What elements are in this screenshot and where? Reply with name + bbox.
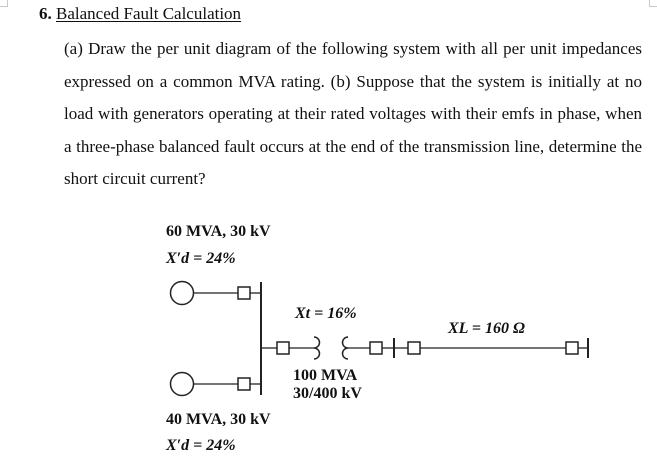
generator2-symbol [171,373,194,396]
transformer-primary-breaker [277,342,289,354]
gen2-breaker [238,378,250,390]
line-breaker [408,342,420,354]
transformer-secondary-winding [343,337,349,359]
transformer-reactance-label: Xt = 16% [295,305,357,322]
transformer-primary-winding [314,337,320,359]
gen2-reactance-label: X′d = 24% [166,437,236,454]
problem-statement: (a) Draw the per unit diagram of the following system with all per unit impedances expressed on a common MVA rating. (b) Suppose that the system is initially at no load with generators operating at their rated voltages with their emfs in phase, when a three-phase balanced fault occurs at the end of the transmission line, determine the short circuit current? [64,39,642,189]
gen1-breaker [238,287,250,299]
gen1-rating-label: 60 MVA, 30 kV [166,223,271,240]
line-receiving-breaker [566,342,578,354]
problem-number: 6. [39,4,52,23]
gen2-rating-label: 40 MVA, 30 kV [166,411,271,428]
transformer-rating-label: 100 MVA [293,367,358,384]
generator1-symbol [171,282,194,305]
gen1-reactance-label: X′d = 24% [166,250,236,267]
line-sending-breaker [370,342,382,354]
problem-title: Balanced Fault Calculation [56,4,242,23]
line-reactance-label: XL = 160 Ω [448,320,525,337]
transformer-voltage-label: 30/400 kV [293,385,362,402]
